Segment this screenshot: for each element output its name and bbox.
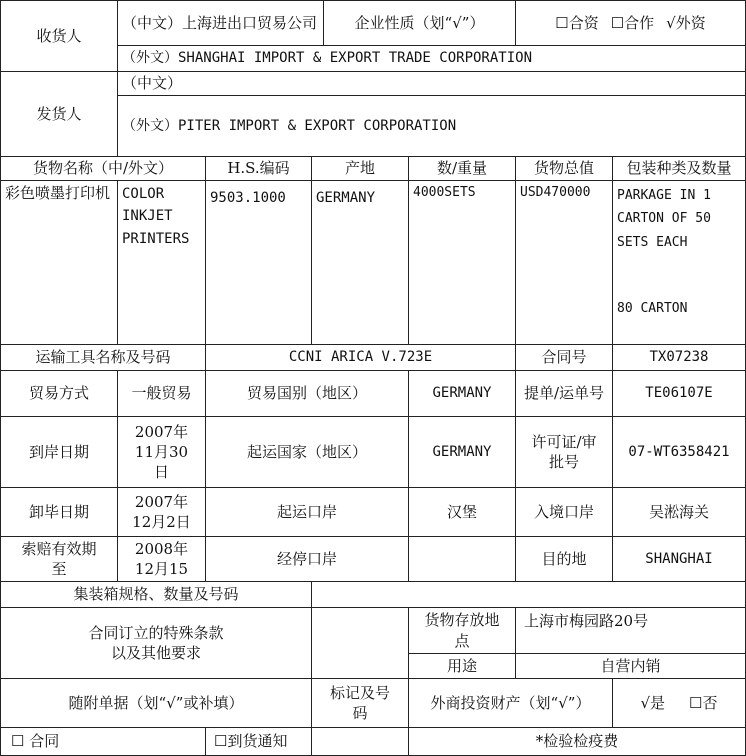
hs-code-value: 9503.1000 — [205, 180, 312, 345]
doc-arrival-notice-checkbox[interactable]: ☐到货通知 — [205, 727, 312, 756]
origin-header: 产地 — [311, 156, 409, 181]
attached-docs-label: 随附单据（划“√”或补填） — [0, 678, 312, 728]
license-label: 许可证/审批号 — [515, 416, 613, 488]
trade-mode-label: 贸易方式 — [0, 370, 118, 417]
enterprise-nature-label: 企业性质（划“√”） — [323, 0, 516, 46]
quantity-header: 数/重量 — [408, 156, 516, 181]
departure-port-label: 起运口岸 — [205, 487, 409, 537]
entry-port-label: 入境口岸 — [515, 487, 613, 537]
entry-port-value: 吴淞海关 — [612, 487, 746, 537]
foreign-investment-no[interactable]: ☐否 — [689, 693, 718, 712]
consignee-cn-name: 上海进出口贸易公司 — [182, 13, 318, 32]
doc-contract-checkbox[interactable]: ☐ 合同 — [0, 727, 206, 756]
claim-period-label: 索赔有效期至 — [0, 536, 118, 582]
departure-country-label: 起运国家（地区） — [205, 416, 409, 488]
package-value — [612, 180, 746, 345]
package-header: 包装种类及数量 — [612, 156, 746, 181]
goods-name-cn: 彩色喷墨打印机 — [0, 180, 118, 345]
trade-mode-value: 一般贸易 — [117, 370, 206, 417]
nature-option-cooperative[interactable]: ☐合作 — [610, 13, 655, 32]
enterprise-nature-options — [515, 0, 746, 46]
storage-location-value: 上海市梅园路20号 — [515, 607, 746, 654]
hs-code-header: H.S.编码 — [205, 156, 312, 181]
container-value — [311, 581, 746, 608]
package-desc: PARKAGE IN 1 CARTON OF 50 SETS EACH — [617, 188, 711, 250]
consignee-en-name: SHANGHAI IMPORT & EXPORT TRADE CORPORATION — [178, 50, 533, 67]
contract-no-value: TX07238 — [612, 344, 746, 371]
package-count: 80 CARTON — [617, 301, 688, 317]
unloading-date-label: 卸毕日期 — [0, 487, 118, 537]
consignor-en-cell: （外文）PITER IMPORT & EXPORT CORPORATION — [117, 95, 746, 157]
consignee-en-prefix: （外文） — [122, 50, 178, 67]
consignee-cn-prefix: （中文） — [122, 13, 183, 32]
consignor-label: 发货人 — [0, 71, 118, 157]
consignee-label: 收货人 — [0, 0, 118, 72]
container-label: 集装箱规格、数量及号码 — [0, 581, 312, 608]
arrival-date-value: 2007年11月30日 — [117, 416, 206, 488]
foreign-investment-options — [612, 678, 746, 728]
bill-of-lading-label: 提单/运单号 — [515, 370, 613, 417]
destination-value: SHANGHAI — [612, 536, 746, 582]
via-port-value — [408, 536, 516, 582]
quantity-value: 4000SETS — [408, 180, 516, 345]
departure-port-value: 汉堡 — [408, 487, 516, 537]
arrival-date-label: 到岸日期 — [0, 416, 118, 488]
foreign-investment-label: 外商投资财产（划“√”） — [408, 678, 613, 728]
use-value: 自营内销 — [515, 653, 746, 679]
unloading-date-value: 2007年12月2日 — [117, 487, 206, 537]
total-value-header: 货物总值 — [515, 156, 613, 181]
marks-value — [311, 727, 409, 756]
contract-no-label: 合同号 — [515, 344, 613, 371]
via-port-label: 经停口岸 — [205, 536, 409, 582]
total-value-value: USD470000 — [515, 180, 613, 345]
transport-value: CCNI ARICA V.723E — [205, 344, 516, 371]
consignee-cn-cell — [117, 0, 324, 46]
goods-name-en: COLOR INKJET PRINTERS — [117, 180, 206, 345]
departure-country-value: GERMANY — [408, 416, 516, 488]
special-terms-value — [311, 607, 409, 679]
inspection-fee-label: *检验检疫费 — [408, 727, 746, 756]
storage-location-label: 货物存放地点 — [408, 607, 516, 654]
consignee-en-cell — [117, 45, 746, 72]
special-terms-label: 合同订立的特殊条款 以及其他要求 — [0, 607, 312, 679]
goods-name-header: 货物名称（中/外文） — [0, 156, 206, 181]
nature-option-foreign[interactable]: √外资 — [666, 13, 706, 32]
foreign-investment-yes[interactable]: √是 — [640, 693, 666, 712]
nature-option-joint-venture[interactable]: ☐合资 — [555, 13, 599, 32]
origin-value: GERMANY — [311, 180, 409, 345]
license-value: 07-WT6358421 — [612, 416, 746, 488]
consignor-cn-cell: （中文） — [117, 71, 746, 96]
destination-label: 目的地 — [515, 536, 613, 582]
bill-of-lading-value: TE06107E — [612, 370, 746, 417]
trade-country-value: GERMANY — [408, 370, 516, 417]
claim-period-value: 2008年12月15 — [117, 536, 206, 582]
transport-label: 运输工具名称及号码 — [0, 344, 206, 371]
marks-numbers-label: 标记及号码 — [311, 678, 409, 728]
use-label: 用途 — [408, 653, 516, 679]
trade-country-label: 贸易国别（地区） — [205, 370, 409, 417]
